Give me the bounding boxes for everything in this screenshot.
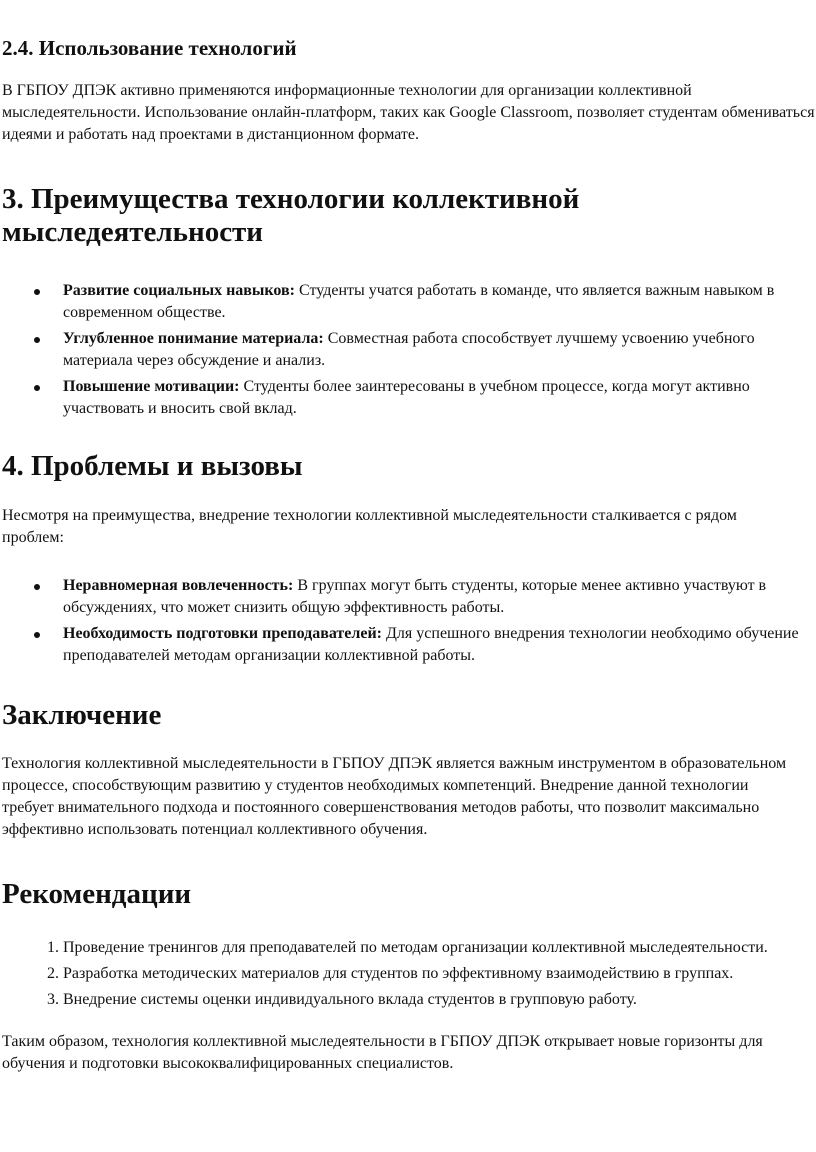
recommendations-heading: Рекомендации <box>2 877 192 910</box>
section-2-4-heading: 2.4. Использование технологий <box>2 36 297 60</box>
list-item-text: Студенты учатся работать в команде, что является важным навыком в современном обществе. <box>63 281 775 321</box>
list-item: 2. Разработка методических материалов для студентов по эффективному взаимодействию в группах. <box>63 963 816 985</box>
section-4-list <box>2 575 816 667</box>
list-item-term: Необходимость подготовки преподавателей: <box>63 625 383 643</box>
conclusion-paragraph: Технология коллективной мыследеятельности в ГБПОУ ДПЭК является важным инструментом в образовательном процессе, способствующим развитию у студентов необходимых компетенций. Внедрение данной технологии требует внимательного подхода и постоянного совершенствования методов работы, что позволит максимально эффективно использовать потенциал коллективного обучения. <box>2 754 787 838</box>
list-item: 1. Проведение тренингов для преподавателей по методам организации коллективной мыследеятельности. <box>63 937 816 959</box>
section-3-heading: 3. Преимущества технологии коллективной мыследеятельности <box>2 183 580 249</box>
section-4-paragraph: Несмотря на преимущества, внедрение технологии коллективной мыследеятельности сталкивается с рядом проблем: <box>2 507 737 547</box>
list-item-term: Повышение мотивации: <box>63 377 240 395</box>
list-item <box>63 623 816 667</box>
list-item <box>63 575 816 619</box>
list-item: 3. Внедрение системы оценки индивидуального вклада студентов в групповую работу. <box>63 989 816 1011</box>
list-item <box>63 376 816 420</box>
list-item-term: Развитие социальных навыков: <box>63 281 295 299</box>
list-item-term: Углубленное понимание материала: <box>63 329 324 347</box>
list-item-text: Для успешного внедрения технологии необходимо обучение преподавателей методам организации коллективной работы. <box>63 625 799 665</box>
section-4-heading: 4. Проблемы и вызовы <box>2 449 303 482</box>
list-item-text: Совместная работа способствует лучшему усвоению учебного материала через обсуждение и анализ. <box>63 329 755 369</box>
list-item-text: Студенты более заинтересованы в учебном процессе, когда могут активно участвовать и вносить свой вклад. <box>63 377 750 417</box>
recommendations-list <box>2 937 816 1011</box>
list-item <box>63 328 816 372</box>
section-2-4-paragraph: В ГБПОУ ДПЭК активно применяются информационные технологии для организации коллективной мыследеятельности. Использование онлайн-платформ, таких как Google Classroom, позволяет студентам обмениваться идеями и работать над проектами в дистанционном формате. <box>2 82 815 144</box>
list-item-text: В группах могут быть студенты, которые менее активно участвуют в обсуждениях, что может снизить общую эффективность работы. <box>63 577 767 617</box>
final-paragraph: Таким образом, технология коллективной мыследеятельности в ГБПОУ ДПЭК открывает новые горизонты для обучения и подготовки высококвалифицированных специалистов. <box>2 1032 763 1072</box>
list-item <box>63 280 816 324</box>
conclusion-heading: Заключение <box>2 699 162 732</box>
list-item-term: Неравномерная вовлеченность: <box>63 577 294 595</box>
section-3-list <box>2 280 816 420</box>
